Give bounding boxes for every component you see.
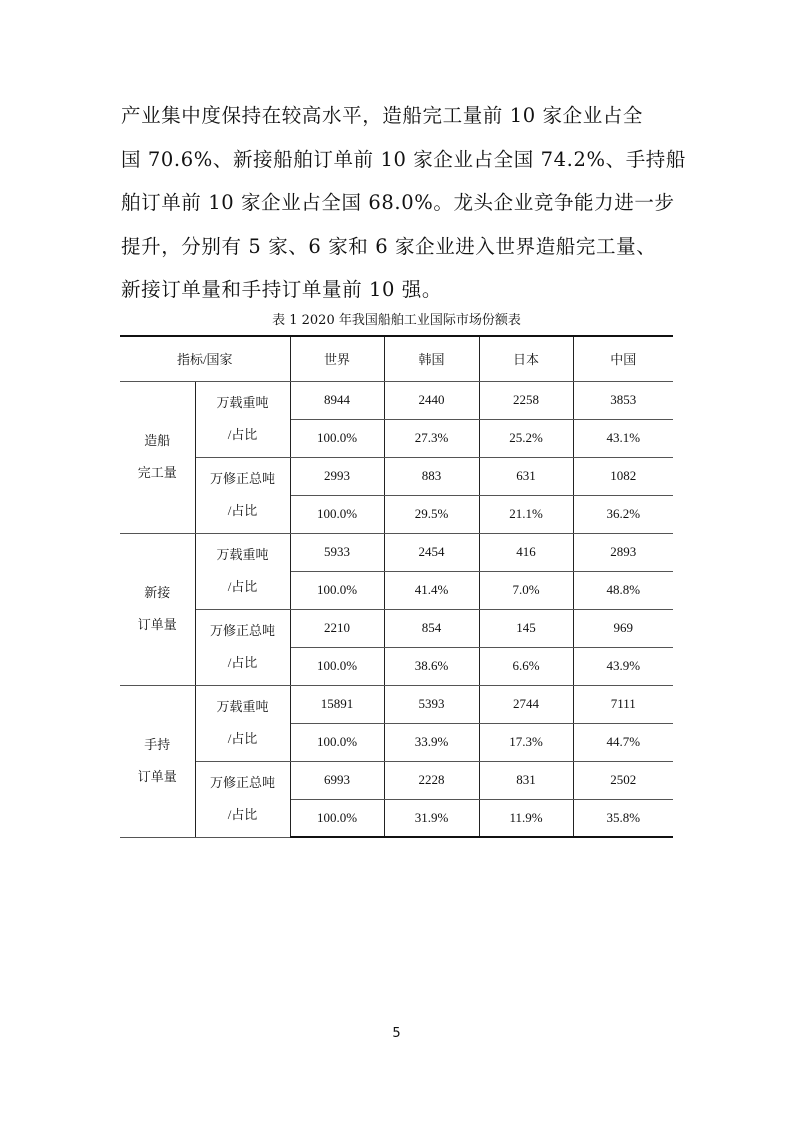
share-cell: 43.1% <box>573 419 673 457</box>
market-share-table <box>120 335 673 838</box>
share-cell: 7.0% <box>479 571 573 609</box>
unit-label <box>195 457 290 533</box>
header-world: 世界 <box>290 336 384 381</box>
table-row <box>120 761 673 799</box>
table-row <box>120 685 673 723</box>
share-cell: 100.0% <box>290 571 384 609</box>
header-indicator: 指标/国家 <box>120 336 290 381</box>
unit-label <box>195 609 290 685</box>
share-cell: 11.9% <box>479 799 573 837</box>
share-cell: 29.5% <box>384 495 479 533</box>
paragraph-line: 提升，分别有 5 家、6 家和 6 家企业进入世界造船完工量、 <box>121 234 657 258</box>
share-cell: 21.1% <box>479 495 573 533</box>
share-cell: 100.0% <box>290 419 384 457</box>
header-japan: 日本 <box>479 336 573 381</box>
value-cell: 15891 <box>290 685 384 723</box>
table-row <box>120 533 673 571</box>
value-cell: 8944 <box>290 381 384 419</box>
paragraph-line: 产业集中度保持在较高水平，造船完工量前 10 家企业占全 <box>121 104 644 127</box>
group-label-line: 完工量 <box>137 465 177 480</box>
share-cell: 44.7% <box>573 723 673 761</box>
value-cell: 631 <box>479 457 573 495</box>
value-cell: 6993 <box>290 761 384 799</box>
group-label-line: 订单量 <box>137 769 177 784</box>
header-korea: 韩国 <box>384 336 479 381</box>
unit-label <box>195 533 290 609</box>
table-header-row <box>120 336 673 381</box>
unit-label <box>195 685 290 761</box>
share-cell: 100.0% <box>290 799 384 837</box>
unit-label-line: /占比 <box>227 579 258 594</box>
unit-label-line: /占比 <box>227 427 258 442</box>
unit-label-line: 万载重吨 <box>216 699 269 714</box>
share-cell: 27.3% <box>384 419 479 457</box>
share-cell: 6.6% <box>479 647 573 685</box>
group-label <box>120 685 195 837</box>
value-cell: 969 <box>573 609 673 647</box>
share-cell: 100.0% <box>290 495 384 533</box>
table-row <box>120 609 673 647</box>
value-cell: 2993 <box>290 457 384 495</box>
share-cell: 31.9% <box>384 799 479 837</box>
unit-label-line: /占比 <box>227 655 258 670</box>
value-cell: 2228 <box>384 761 479 799</box>
share-cell: 36.2% <box>573 495 673 533</box>
unit-label-line: /占比 <box>227 503 258 518</box>
value-cell: 1082 <box>573 457 673 495</box>
header-china: 中国 <box>573 336 673 381</box>
paragraph-line: 舶订单前 10 家企业占全国 68.0%。龙头企业竞争能力进一步 <box>121 191 675 215</box>
body-paragraph <box>121 94 687 312</box>
value-cell: 3853 <box>573 381 673 419</box>
value-cell: 2210 <box>290 609 384 647</box>
paragraph-line: 国 70.6%、新接船舶订单前 10 家企业占全国 74.2%、手持船 <box>121 147 687 171</box>
unit-label-line: 万修正总吨 <box>209 471 275 486</box>
group-label-line: 订单量 <box>137 617 177 632</box>
value-cell: 883 <box>384 457 479 495</box>
value-cell: 831 <box>479 761 573 799</box>
group-label-line: 造船 <box>144 433 171 448</box>
value-cell: 2744 <box>479 685 573 723</box>
unit-label-line: 万载重吨 <box>216 547 269 562</box>
share-cell: 100.0% <box>290 647 384 685</box>
value-cell: 2454 <box>384 533 479 571</box>
unit-label-line: 万修正总吨 <box>209 623 275 638</box>
share-cell: 100.0% <box>290 723 384 761</box>
group-label <box>120 381 195 533</box>
unit-label-line: /占比 <box>227 731 258 746</box>
paragraph-line: 新接订单量和手持订单量前 10 强。 <box>121 278 443 302</box>
value-cell: 145 <box>479 609 573 647</box>
page-number: 5 <box>392 1026 401 1041</box>
share-cell: 35.8% <box>573 799 673 837</box>
value-cell: 2440 <box>384 381 479 419</box>
unit-label <box>195 761 290 837</box>
value-cell: 7111 <box>573 685 673 723</box>
unit-label-line: 万载重吨 <box>216 395 269 410</box>
value-cell: 416 <box>479 533 573 571</box>
group-label-line: 手持 <box>144 737 171 752</box>
unit-label <box>195 381 290 457</box>
table-row <box>120 457 673 495</box>
share-cell: 25.2% <box>479 419 573 457</box>
share-cell: 41.4% <box>384 571 479 609</box>
value-cell: 2502 <box>573 761 673 799</box>
share-cell: 48.8% <box>573 571 673 609</box>
value-cell: 2258 <box>479 381 573 419</box>
share-cell: 43.9% <box>573 647 673 685</box>
value-cell: 2893 <box>573 533 673 571</box>
group-label <box>120 533 195 685</box>
unit-label-line: /占比 <box>227 807 258 822</box>
value-cell: 5933 <box>290 533 384 571</box>
unit-label-line: 万修正总吨 <box>209 775 275 790</box>
share-cell: 38.6% <box>384 647 479 685</box>
group-label-line: 新接 <box>144 585 171 600</box>
value-cell: 5393 <box>384 685 479 723</box>
table-row <box>120 381 673 419</box>
value-cell: 854 <box>384 609 479 647</box>
share-cell: 33.9% <box>384 723 479 761</box>
table-caption: 表 1 2020 年我国船舶工业国际市场份额表 <box>272 313 521 328</box>
share-cell: 17.3% <box>479 723 573 761</box>
